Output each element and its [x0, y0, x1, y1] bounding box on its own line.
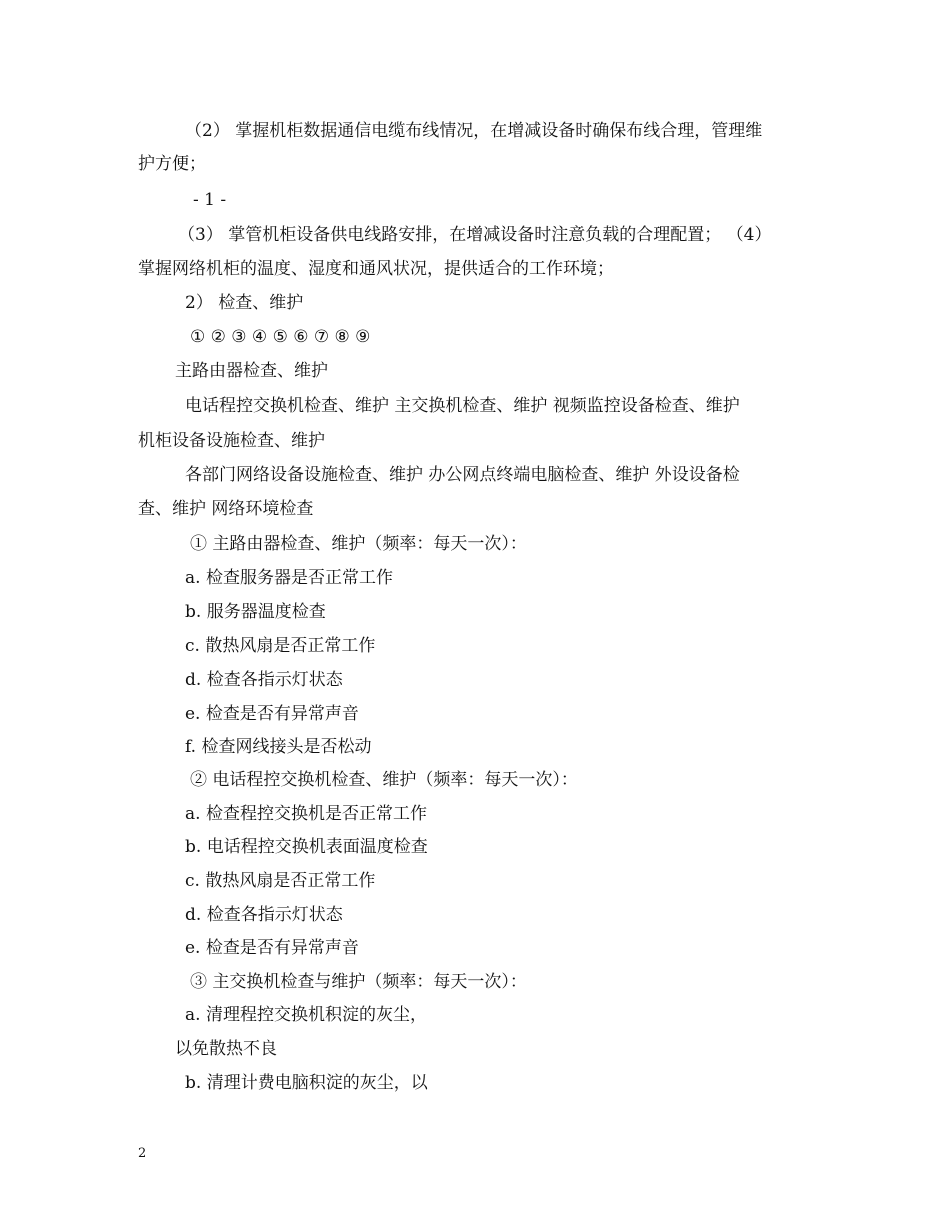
item-f: f. 检查网线接头是否松动: [185, 737, 372, 757]
item-c: c. 散热风扇是否正常工作: [185, 871, 376, 891]
page-number: 2: [138, 1146, 147, 1161]
item-b: b. 电话程控交换机表面温度检查: [185, 837, 428, 857]
item-c: c. 散热风扇是否正常工作: [185, 636, 376, 656]
item-a: a. 清理程控交换机积淀的灰尘，: [185, 1005, 427, 1025]
item-a: a. 检查服务器是否正常工作: [185, 568, 393, 588]
item-a-continued: 以免散热不良: [175, 1039, 277, 1059]
item-a: a. 检查程控交换机是否正常工作: [185, 804, 427, 824]
list-line-switches: 电话程控交换机检查、维护 主交换机检查、维护 视频监控设备检查、维护: [185, 396, 740, 416]
list-line-network-env: 查、维护 网络环境检查: [138, 499, 314, 519]
para-line-1: （2） 掌握机柜数据通信电缆布线情况，在增减设备时确保布线合理，管理维: [185, 121, 763, 141]
circled-numbers: ① ② ③ ④ ⑤ ⑥ ⑦ ⑧ ⑨: [190, 327, 371, 347]
item-d: d. 检查各指示灯状态: [185, 670, 343, 690]
item-e: e. 检查是否有异常声音: [185, 938, 359, 958]
subsection-router: ① 主路由器检查、维护（频率：每天一次）：: [190, 534, 527, 554]
list-line-router: 主路由器检查、维护: [175, 361, 328, 381]
section-heading: 2） 检查、维护: [185, 293, 304, 313]
item-b: b. 服务器温度检查: [185, 602, 326, 622]
para-line-2: 护方便；: [138, 154, 206, 174]
para-line-3: （3） 掌管机柜设备供电线路安排，在增减设备时注意负载的合理配置； （4）: [178, 225, 772, 245]
item-e: e. 检查是否有异常声音: [185, 704, 359, 724]
inline-page-marker: - 1 -: [193, 190, 227, 210]
para-line-4: 掌握网络机柜的温度、湿度和通风状况，提供适合的工作环境；: [138, 259, 614, 279]
item-b: b. 清理计费电脑积淀的灰尘，以: [185, 1073, 428, 1093]
list-line-departments: 各部门网络设备设施检查、维护 办公网点终端电脑检查、维护 外设设备检: [185, 465, 740, 485]
subsection-pbx: ② 电话程控交换机检查、维护（频率：每天一次）：: [190, 770, 578, 790]
subsection-main-switch: ③ 主交换机检查与维护（频率：每天一次）：: [190, 972, 527, 992]
item-d: d. 检查各指示灯状态: [185, 905, 343, 925]
list-line-cabinet: 机柜设备设施检查、维护: [138, 431, 325, 451]
